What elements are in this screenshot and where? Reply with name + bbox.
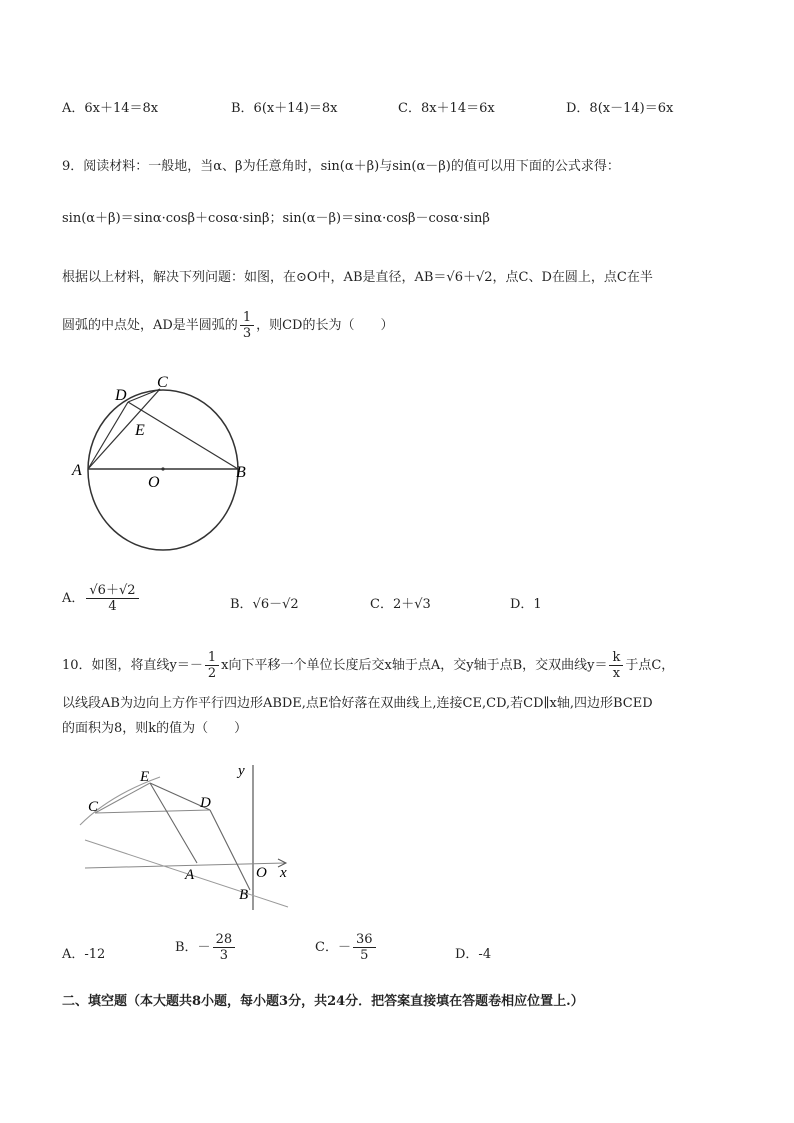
q9-frac-den: 3 <box>242 326 252 341</box>
q9-option-a-num: √6＋√2 <box>86 583 138 599</box>
q10-option-b-den: 3 <box>219 948 228 963</box>
label-o: O <box>148 474 160 491</box>
label-e: E <box>140 769 150 785</box>
q10-option-b-num: 28 <box>213 932 236 948</box>
q9-option-a-fraction <box>86 583 138 614</box>
q10-line1-c: 于点C， <box>625 658 675 673</box>
label-y: y <box>238 763 245 779</box>
q8-option-b: B．6(x＋14)＝8x <box>231 101 338 116</box>
q9-formula: sin(α＋β)＝sinα·cosβ＋cosα·sinβ；sin(α－β)＝sinα·cosβ－cosα·sinβ <box>62 211 490 226</box>
q9-option-c: C．2＋√3 <box>370 597 431 612</box>
q10-frac2-num: k <box>609 650 623 666</box>
q9-fraction <box>240 310 254 341</box>
q9-line2-b: ，则CD的长为（ ） <box>256 318 394 333</box>
segment-ad <box>88 402 128 469</box>
q10-frac2-den: x <box>612 666 621 681</box>
segment-dc <box>128 389 160 402</box>
q8-option-c: C．8x＋14＝6x <box>398 101 495 116</box>
q10-line1-b: x向下平移一个单位长度后交x轴于点A，交y轴于点B，交双曲线y＝ <box>221 658 608 673</box>
q10-option-c-fraction <box>353 932 376 963</box>
q8-option-d: D．8(x－14)＝6x <box>566 101 674 116</box>
q9-intro: 9．阅读材料：一般地，当α、β为任意角时，sin(α＋β)与sin(α－β)的值可以用下面的公式求得： <box>62 159 620 174</box>
q10-option-c-prefix: C．－ <box>315 940 351 955</box>
q10-option-d: D．-4 <box>455 947 492 962</box>
label-x: x <box>280 865 287 881</box>
q10-option-b-prefix: B．－ <box>175 940 211 955</box>
q10-fraction-1 <box>205 650 219 681</box>
label-o: O <box>256 865 267 881</box>
segment-ea <box>150 783 197 863</box>
q9-frac-num: 1 <box>240 310 254 326</box>
q9-line2 <box>62 310 393 341</box>
q10-frac1-num: 1 <box>205 650 219 666</box>
label-a: A <box>72 462 82 479</box>
q9-option-a-den: 4 <box>108 599 117 614</box>
q10-line1 <box>62 650 674 681</box>
segment-ce <box>95 783 150 813</box>
segment-db <box>210 810 250 890</box>
q9-line2-a: 圆弧的中点处，AD是半圆弧的 <box>62 318 238 333</box>
q10-line2: 以线段AB为边向上方作平行四边形ABDE,点E恰好落在双曲线上,连接CE,CD,若CD∥x轴,四边形BCED <box>62 696 653 711</box>
label-a: A <box>185 867 195 883</box>
q9-circle-figure <box>60 365 270 560</box>
label-c: C <box>157 374 168 391</box>
q10-option-c <box>315 932 378 963</box>
label-b: B <box>239 887 249 903</box>
q9-option-a <box>62 583 141 614</box>
label-e: E <box>135 422 145 439</box>
q10-option-c-den: 5 <box>360 948 369 963</box>
q10-line3: 的面积为8，则k的值为（ ） <box>62 721 248 736</box>
q10-fraction-2 <box>609 650 623 681</box>
q9-option-a-prefix: A． <box>62 591 85 606</box>
q10-option-b <box>175 932 237 963</box>
segment-cd <box>95 810 210 813</box>
q8-option-a: A．6x＋14＝8x <box>62 101 159 116</box>
label-d: D <box>200 795 211 811</box>
q10-option-b-fraction <box>213 932 236 963</box>
label-c: C <box>88 799 99 815</box>
center-point <box>161 467 164 470</box>
q9-option-b: B．√6－√2 <box>230 597 299 612</box>
q10-frac1-den: 2 <box>207 666 217 681</box>
label-b: B <box>236 464 246 481</box>
q9-line1: 根据以上材料，解决下列问题：如图，在⊙O中，AB是直径，AB＝√6＋√2，点C、D在圆上，点C在半 <box>62 270 653 285</box>
q10-option-a: A．-12 <box>62 947 106 962</box>
q10-figure <box>70 755 300 915</box>
q9-option-d: D．1 <box>510 597 542 612</box>
section-2-heading: 二、填空题（本大题共8小题，每小题3分，共24分．把答案直接填在答题卷相应位置上.） <box>62 994 584 1009</box>
q10-line1-a: 10．如图，将直线y＝－ <box>62 658 203 673</box>
label-d: D <box>115 387 127 404</box>
q10-option-c-num: 36 <box>353 932 376 948</box>
